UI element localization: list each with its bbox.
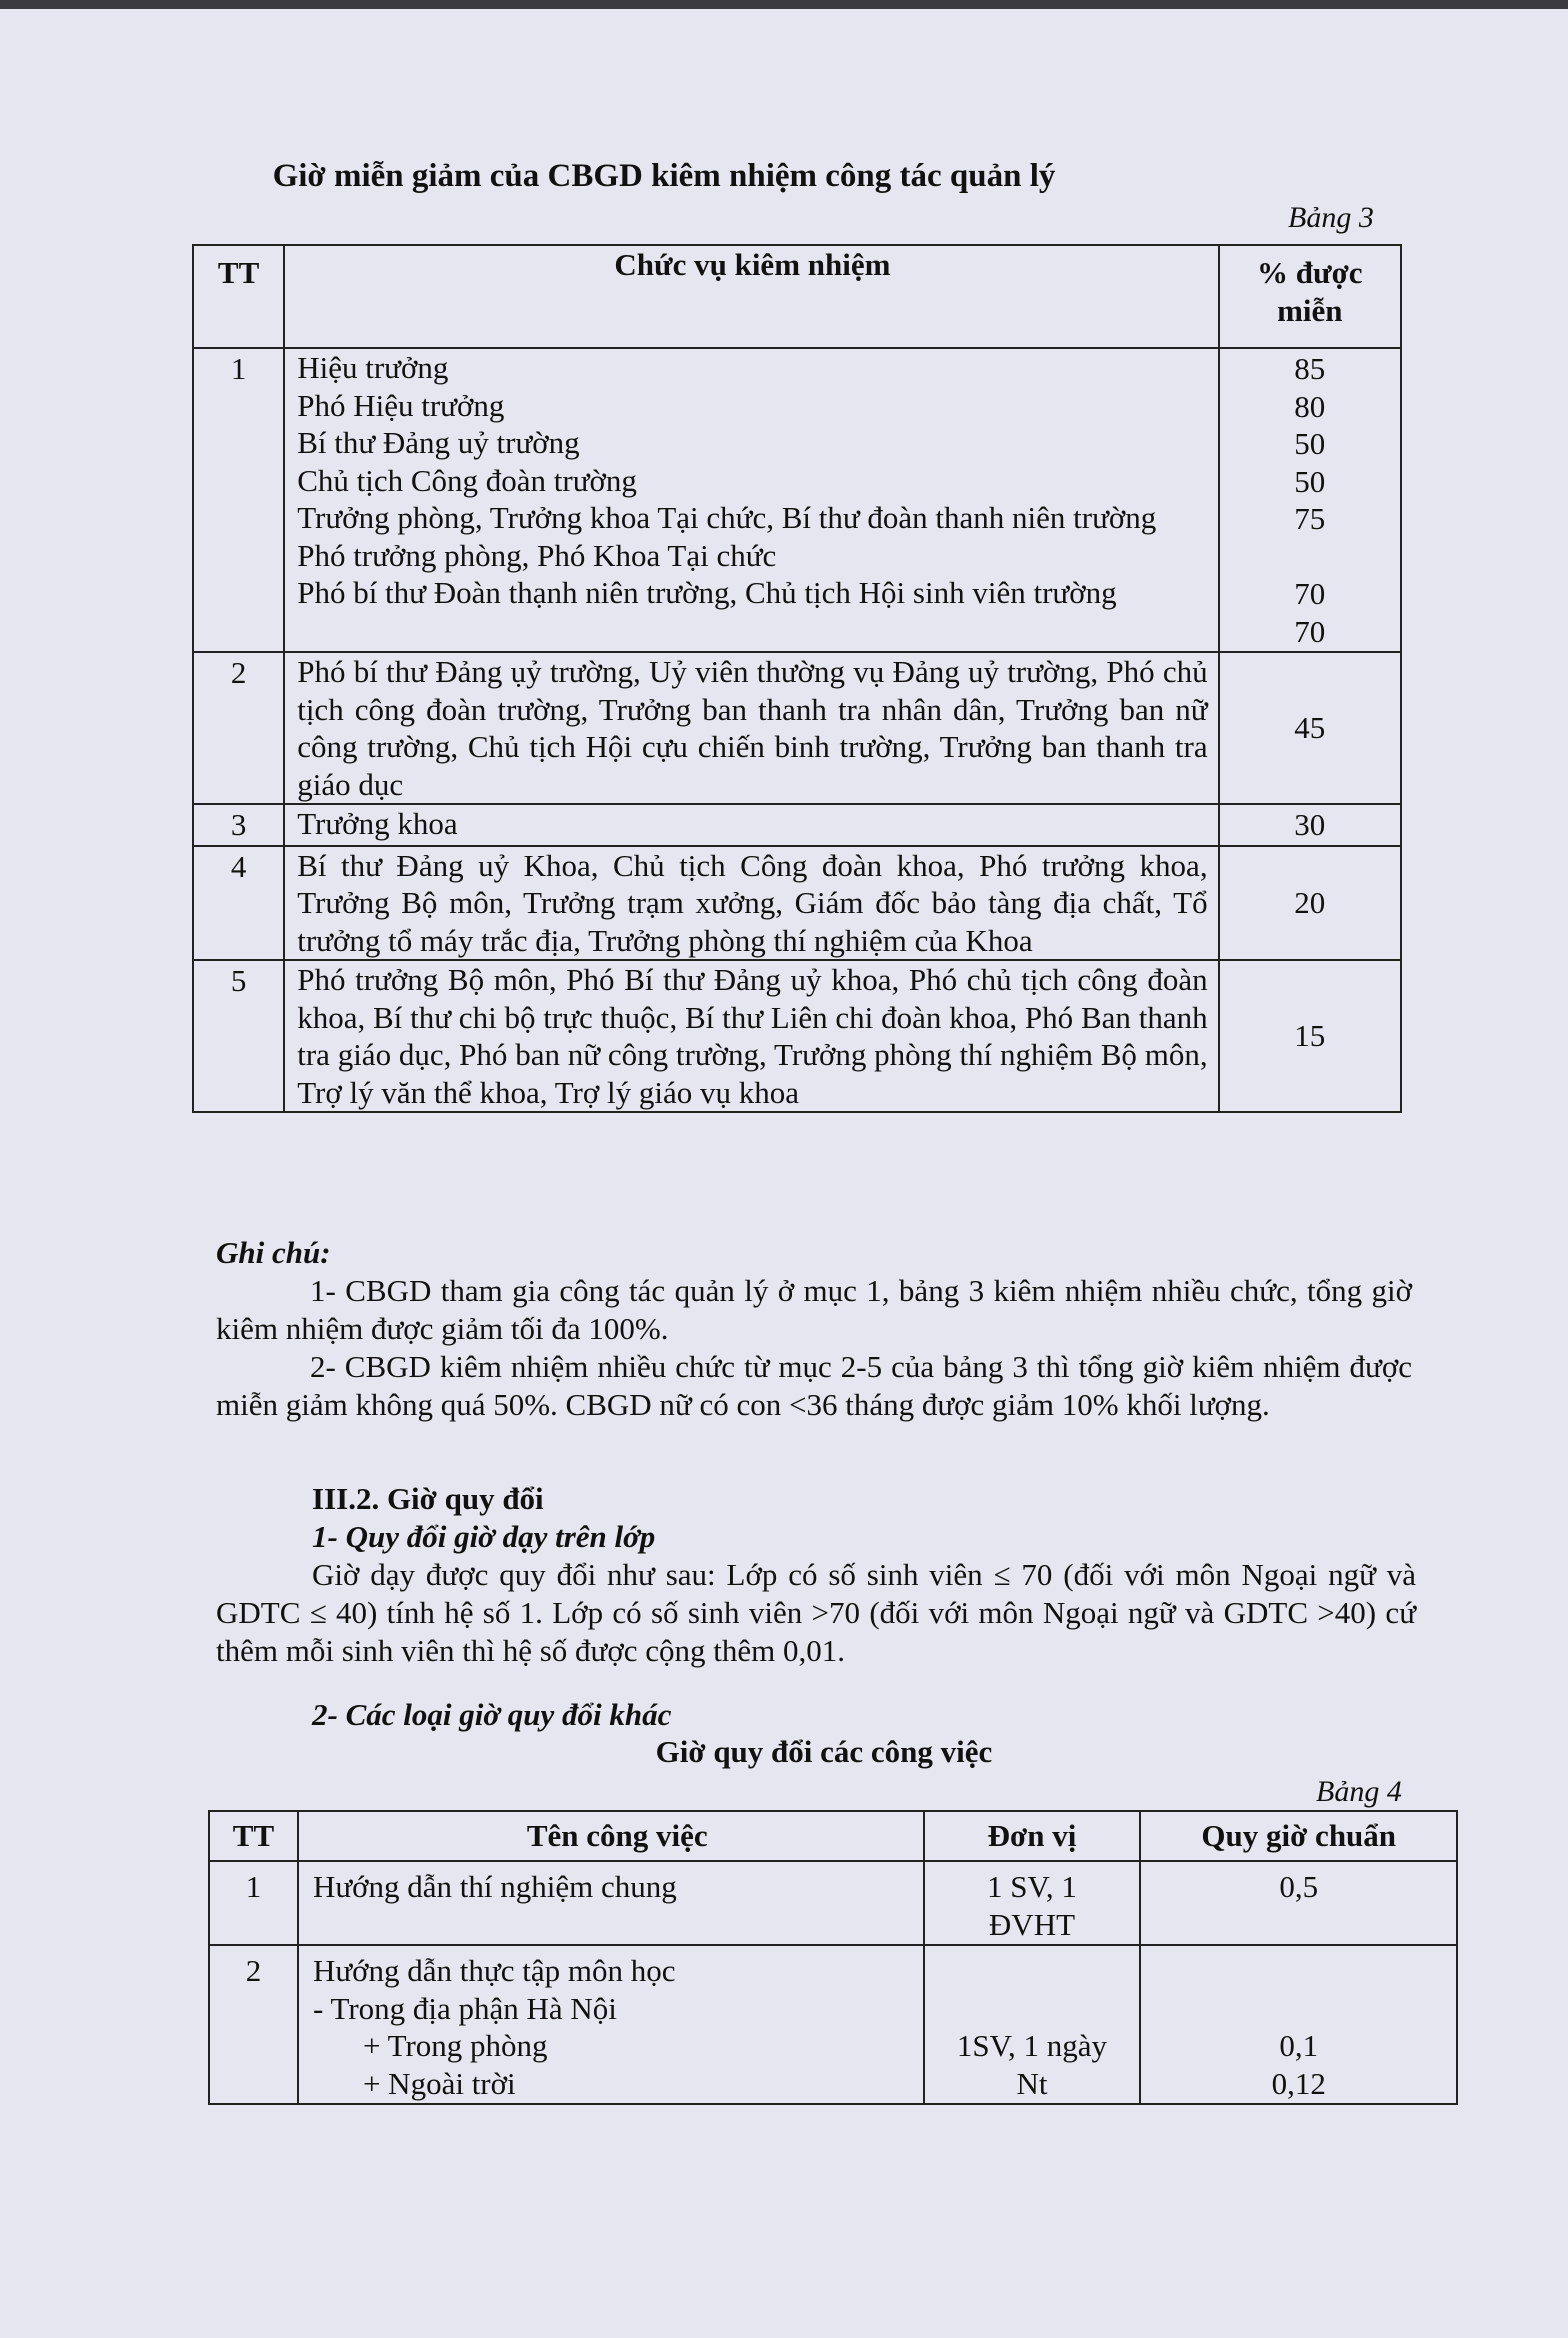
row-tt: 5 bbox=[193, 960, 284, 1112]
pct-value: 50 bbox=[1294, 463, 1326, 499]
unit-line: 1SV, 1 ngày bbox=[956, 2028, 1108, 2063]
table-row bbox=[193, 348, 1401, 652]
table3-caption: Bảng 3 bbox=[1288, 201, 1374, 234]
paragraph-1: Giờ dạy được quy đổi như sau: Lớp có số sinh viên ≤ 70 (đối với môn Ngoại ngữ và GDTC ≤ 40) tính hệ số 1. Lớp có số sinh viên >70 (đối với môn Ngoại ngữ và GDTC >40) cứ thêm mỗi sinh viên thì hệ số được cộng thêm 0,01. bbox=[216, 1557, 1416, 1668]
row-unit bbox=[924, 1861, 1141, 1945]
table4-caption: Bảng 4 bbox=[1316, 1775, 1402, 1808]
row-role bbox=[284, 846, 1218, 961]
row-tt: 1 bbox=[193, 348, 284, 652]
role-item: Phó trưởng phòng, Phó Khoa Tại chức bbox=[297, 537, 777, 573]
table4-title: Giờ quy đổi các công việc bbox=[655, 1734, 993, 1769]
std-spacer bbox=[1142, 1952, 1455, 2027]
header-tt: TT bbox=[193, 245, 284, 348]
pct-spacer bbox=[1221, 538, 1399, 576]
table-row bbox=[193, 846, 1401, 961]
section-heading: III.2. Giờ quy đổi bbox=[312, 1481, 544, 1516]
row-role bbox=[284, 348, 1218, 652]
table-header-row bbox=[209, 1811, 1457, 1861]
header-pct-line1: % được bbox=[1257, 255, 1363, 290]
row-pct: 15 bbox=[1219, 960, 1401, 1112]
table4 bbox=[208, 1810, 1458, 2105]
task-item: + Trong phòng bbox=[362, 2028, 548, 2063]
notes-heading: Ghi chú: bbox=[216, 1235, 331, 1270]
pct-value: 70 bbox=[1294, 576, 1326, 611]
notes-block bbox=[216, 1234, 1412, 1424]
table-row bbox=[193, 960, 1401, 1112]
role-text: Phó bí thư Đảng ụỷ trường, Uỷ viên thường vụ Đảng uỷ trường, Phó chủ tịch công đoàn trường, Trưởng ban thanh tra nhân dân, Trưởng ban nữ công trường, Chủ tịch Hội cựu chiến binh trường, Trưởng ban thanh tra giáo dục bbox=[297, 654, 1208, 802]
row-std bbox=[1140, 1945, 1457, 2104]
header-role: Chức vụ kiêm nhiệm bbox=[284, 245, 1218, 348]
unit-spacer bbox=[926, 1952, 1139, 2027]
header-std: Quy giờ chuẩn bbox=[1140, 1811, 1457, 1861]
subsection-2-heading: 2- Các loại giờ quy đổi khác bbox=[312, 1697, 672, 1732]
table-row bbox=[209, 1861, 1457, 1945]
table3 bbox=[192, 244, 1402, 1113]
header-name: Tên công việc bbox=[298, 1811, 924, 1861]
row-tt: 3 bbox=[193, 804, 284, 846]
pct-value: 75 bbox=[1294, 501, 1326, 536]
subsection-1-heading: 1- Quy đổi giờ dạy trên lớp bbox=[312, 1519, 656, 1554]
note-2: 2- CBGD kiêm nhiệm nhiều chức từ mục 2-5 của bảng 3 thì tổng giờ kiêm nhiệm được miễn giảm không quá 50%. CBGD nữ có con <36 tháng được giảm 10% khối lượng. bbox=[216, 1349, 1412, 1422]
row-tt: 1 bbox=[209, 1861, 298, 1945]
row-name: Hướng dẫn thí nghiệm chung bbox=[298, 1861, 924, 1945]
pct-value: 80 bbox=[1294, 388, 1326, 424]
task-sub: - Trong địa phận Hà Nội bbox=[312, 1990, 617, 2026]
unit-line: 1 SV, 1 bbox=[987, 1869, 1077, 1904]
row-role bbox=[284, 960, 1218, 1112]
row-role bbox=[284, 652, 1218, 804]
unit-line: Nt bbox=[1016, 2065, 1048, 2101]
role-item: Hiệu trưởng bbox=[297, 350, 449, 385]
pct-value: 85 bbox=[1294, 351, 1326, 386]
table-row bbox=[193, 804, 1401, 846]
role-item: Trưởng phòng, Trưởng khoa Tại chức, Bí thư đoàn thanh niên trường bbox=[297, 500, 1157, 535]
pct-value: 50 bbox=[1294, 426, 1326, 461]
row-unit bbox=[924, 1945, 1141, 2104]
header-pct bbox=[1219, 245, 1401, 348]
table-header-row bbox=[193, 245, 1401, 348]
row-tt: 2 bbox=[209, 1945, 298, 2104]
table3-title: Giờ miễn giảm của CBGD kiêm nhiệm công tác quản lý bbox=[272, 158, 1056, 194]
role-item: Phó bí thư Đoàn thạnh niên trường, Chủ tịch Hội sinh viên trường bbox=[297, 575, 1117, 610]
row-pct bbox=[1219, 348, 1401, 652]
std-value: 0,1 bbox=[1279, 2028, 1319, 2063]
role-text: Trưởng khoa bbox=[297, 806, 458, 841]
task-item: + Ngoài trời bbox=[362, 2065, 516, 2101]
row-tt: 4 bbox=[193, 846, 284, 961]
row-std: 0,5 bbox=[1140, 1861, 1457, 1945]
role-item: Phó Hiệu trưởng bbox=[297, 387, 505, 423]
pct-value: 70 bbox=[1294, 613, 1326, 649]
role-text: Phó trưởng Bộ môn, Phó Bí thư Đảng uỷ khoa, Phó chủ tịch công đoàn khoa, Bí thư chi bộ trực thuộc, Bí thư Liên chi đoàn khoa, Phó Ban thanh tra giáo dục, Phó ban nữ công trường, Trưởng phòng thí nghiệm Bộ môn, Trợ lý văn thể khoa, Trợ lý giáo vụ khoa bbox=[297, 962, 1208, 1110]
table-row bbox=[193, 652, 1401, 804]
header-unit: Đơn vị bbox=[924, 1811, 1141, 1861]
role-item: Chủ tịch Công đoàn trường bbox=[297, 462, 637, 498]
unit-line: ĐVHT bbox=[988, 1906, 1076, 1942]
header-tt: TT bbox=[209, 1811, 298, 1861]
role-text: Bí thư Đảng uỷ Khoa, Chủ tịch Công đoàn khoa, Phó trưởng khoa, Trưởng Bộ môn, Trưởng trạm xưởng, Giám đốc bảo tàng địa chất, Tổ trưởng tổ máy trắc địa, Trưởng phòng thí nghiệm của Khoa bbox=[297, 847, 1208, 958]
role-item: Bí thư Đảng uỷ trường bbox=[297, 425, 580, 460]
row-name bbox=[298, 1945, 924, 2104]
note-1: 1- CBGD tham gia công tác quản lý ở mục 1, bảng 3 kiêm nhiệm nhiều chức, tổng giờ kiêm nhiệm được giảm tối đa 100%. bbox=[216, 1273, 1412, 1346]
std-value: 0,12 bbox=[1271, 2065, 1326, 2101]
row-tt: 2 bbox=[193, 652, 284, 804]
row-pct: 30 bbox=[1219, 804, 1401, 846]
row-role bbox=[284, 804, 1218, 846]
task-name: Hướng dẫn thực tập môn học bbox=[312, 1953, 676, 1988]
row-pct: 45 bbox=[1219, 652, 1401, 804]
header-pct-line2: miễn bbox=[1277, 292, 1343, 328]
row-pct: 20 bbox=[1219, 846, 1401, 961]
table-row bbox=[209, 1945, 1457, 2104]
